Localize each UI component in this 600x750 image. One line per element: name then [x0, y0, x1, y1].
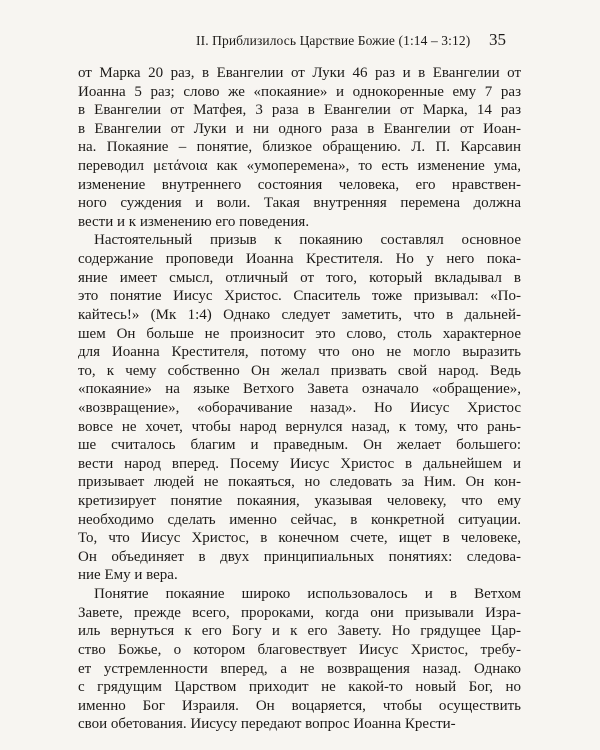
body-text — [78, 64, 521, 734]
text-line: иль вернуться к его Богу и к его Завету. Но грядущее Цар- — [78, 623, 521, 640]
text-line: необходимо сделать именно сейчас, в конкретной ситуации. — [78, 511, 521, 528]
text-line: Завете, прежде всего, пророками, когда они призывали Изра- — [78, 604, 521, 621]
paragraph — [78, 585, 521, 734]
paragraph — [78, 64, 521, 231]
text-line: Настоятельный призыв к покаянию составлял основное — [94, 232, 521, 249]
text-line: с грядущим Царством приходит не какой-то новый Бог, но — [78, 679, 521, 696]
text-line: То, что Иисус Христос, в конечном счете, ищет в человеке, — [78, 530, 521, 547]
text-line: Иоанна 5 раз; слово же «покаяние» и однокоренные ему 7 раз — [78, 83, 521, 100]
text-line: в Евангелии от Матфея, 3 раза в Евангелии от Марка, 14 раз — [78, 102, 521, 119]
text-line: Понятие покаяние широко использовалось и в Ветхом — [94, 586, 521, 603]
page-number: 35 — [489, 30, 506, 49]
text-line: ет устремленности вперед, а не возвращения назад. Однако — [78, 660, 521, 677]
text-line: ного суждения и воли. Такая внутренняя перемена должна — [78, 195, 521, 212]
text-line: «возвращение», «оборачивание назад». Но Иисус Христос — [78, 399, 521, 416]
text-line: содержание проповеди Иоанна Крестителя. Но у него пока- — [78, 251, 521, 268]
page-header — [0, 30, 600, 54]
text-line: призывает людей не покаяться, но следовать за Ним. Он кон- — [78, 474, 521, 491]
text-line: яние имеет смысл, отличный от того, который вкладывал в — [78, 269, 521, 286]
text-line: вовсе не хочет, чтобы народ вернулся назад, к тому, что рань- — [78, 418, 521, 435]
text-line: ние Ему и вера. — [78, 567, 178, 584]
paragraph — [78, 231, 521, 585]
text-line: Он объединяет в двух принципиальных понятиях: следова- — [78, 548, 521, 565]
text-line: то, к чему собственно Он желал призвать свой народ. Ведь — [78, 362, 521, 379]
text-line: это понятие Иисус Христос. Спаситель тоже призывал: «По- — [78, 288, 521, 305]
text-line: кайтесь!» (Мк 1:4) Однако следует заметить, что в дальней- — [78, 306, 521, 323]
text-line: именно Бог Израиля. Он воцаряется, чтобы осуществить — [78, 697, 521, 714]
text-line: переводил μετάνοια как «умоперемена», то есть изменение ума, — [78, 158, 521, 175]
text-line: для Иоанна Крестителя, потому что оно не могло выразить — [78, 344, 521, 361]
text-line: кретизирует понятие покаяния, указывая человеку, что ему — [78, 493, 521, 510]
text-line: вести народ вперед. Посему Иисус Христос в дальнейшем и — [78, 455, 521, 472]
running-title: II. Приблизилось Царствие Божие (1:14 – 3:12) — [196, 33, 471, 48]
text-line: свои обетования. Иисусу передают вопрос Иоанна Крести- — [78, 716, 456, 733]
text-line: вести и к изменению его поведения. — [78, 213, 310, 230]
text-line: ше считалось благим и праведным. Он желает большего: — [78, 437, 521, 454]
text-line: в Евангелии от Луки и ни одного раза в Евангелии от Иоан- — [78, 120, 521, 137]
text-line: от Марка 20 раз, в Евангелии от Луки 46 раз и в Евангелии от — [78, 65, 521, 81]
text-line: изменение внутреннего состояния человека, его нравствен- — [78, 176, 521, 193]
text-line: «покаяние» на языке Ветхого Завета означало «обращение», — [78, 381, 521, 398]
text-line: шем Он больше не произносит это слово, столь характерное — [78, 325, 521, 342]
text-line: ство Божье, о котором благовествует Иисус Христос, требу- — [78, 641, 521, 658]
text-line: на. Покаяние – понятие, близкое обращению. Л. П. Карсавин — [78, 139, 521, 156]
